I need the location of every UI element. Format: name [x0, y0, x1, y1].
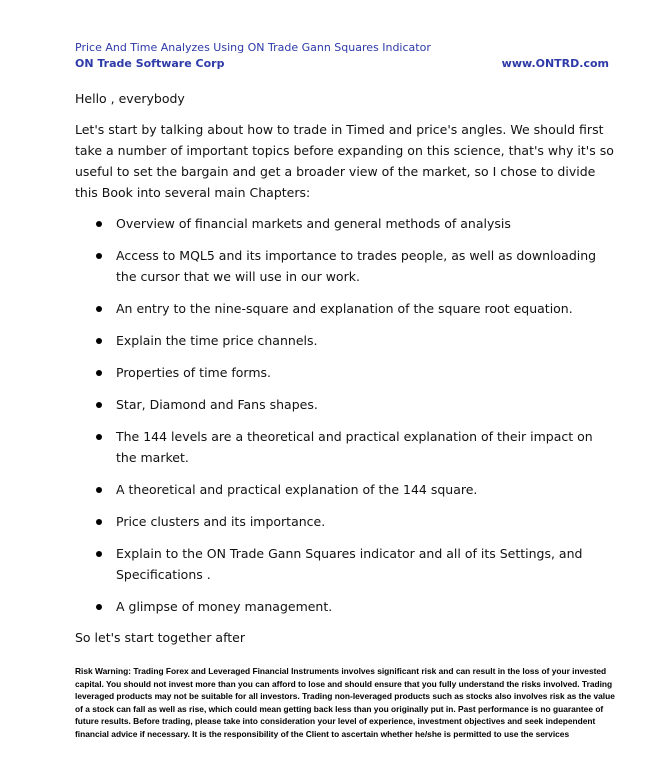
list-item	[75, 298, 615, 319]
bullet-icon	[96, 519, 102, 525]
chapter-list	[75, 213, 615, 617]
chapter-text: An entry to the nine-square and explanation of the square root equation.	[116, 301, 573, 316]
bullet-icon	[96, 253, 102, 259]
chapter-text: Price clusters and its importance.	[116, 514, 326, 529]
list-item	[75, 330, 615, 351]
bullet-icon	[96, 402, 102, 408]
chapter-text: Access to MQL5 and its importance to trades people, as well as downloading the cursor that we will use in our work.	[116, 248, 597, 284]
website-link[interactable]: www.ONTRD.com	[501, 57, 609, 70]
bullet-icon	[96, 551, 102, 557]
risk-warning: Risk Warning: Trading Forex and Leveraged Financial Instruments involves significant risk and can result in the loss of your invested capital. You should not invest more than you can afford to lose and should ensure that you fully understand the risks involved. Trading leveraged products may not be suitable for all investors. Trading non-leveraged products such as stocks also involves risk as the value of a stock can fall as well as rise, which could mean getting back less than you originally put in. Past performance is no guarantee of future results. Before trading, please take into consideration your level of experience, investment objectives and seek independent financial advice if necessary. It is the responsibility of the Client to ascertain whether he/she is permitted to use the services	[75, 666, 615, 739]
intro-paragraph: Let's start by talking about how to trade in Timed and price's angles. We should first take a number of important topics before expanding on this science, that's why it's so useful to set the bargain and get a broader view of the market, so I chose to divide this Book into several main Chapters:	[75, 122, 614, 200]
chapter-text: The 144 levels are a theoretical and practical explanation of their impact on the market.	[116, 429, 593, 465]
chapter-text: Explain to the ON Trade Gann Squares indicator and all of its Settings, and Specifications .	[116, 546, 583, 582]
chapter-text: Explain the time price channels.	[116, 333, 318, 348]
list-item	[75, 426, 615, 468]
list-item	[75, 213, 615, 234]
header-row	[75, 56, 615, 72]
list-item	[75, 596, 615, 617]
chapter-text: A theoretical and practical explanation of the 144 square.	[116, 482, 478, 497]
list-item	[75, 245, 615, 287]
chapter-text: Properties of time forms.	[116, 365, 272, 380]
company-name: ON Trade Software Corp	[75, 57, 225, 70]
bullet-icon	[96, 221, 102, 227]
chapter-text: Star, Diamond and Fans shapes.	[116, 397, 318, 412]
list-item	[75, 543, 615, 585]
document-body	[75, 88, 615, 648]
bullet-icon	[96, 434, 102, 440]
bullet-icon	[96, 306, 102, 312]
list-item	[75, 394, 615, 415]
greeting: Hello , everybody	[75, 91, 185, 106]
list-item	[75, 362, 615, 383]
document-header	[75, 40, 615, 72]
chapter-text: A glimpse of money management.	[116, 599, 333, 614]
chapter-text: Overview of financial markets and general methods of analysis	[116, 216, 511, 231]
document-title: Price And Time Analyzes Using ON Trade Gann Squares Indicator	[75, 41, 431, 54]
list-item	[75, 479, 615, 500]
bullet-icon	[96, 604, 102, 610]
bullet-icon	[96, 338, 102, 344]
list-item	[75, 511, 615, 532]
closing-line: So let's start together after	[75, 630, 246, 645]
bullet-icon	[96, 370, 102, 376]
bullet-icon	[96, 487, 102, 493]
